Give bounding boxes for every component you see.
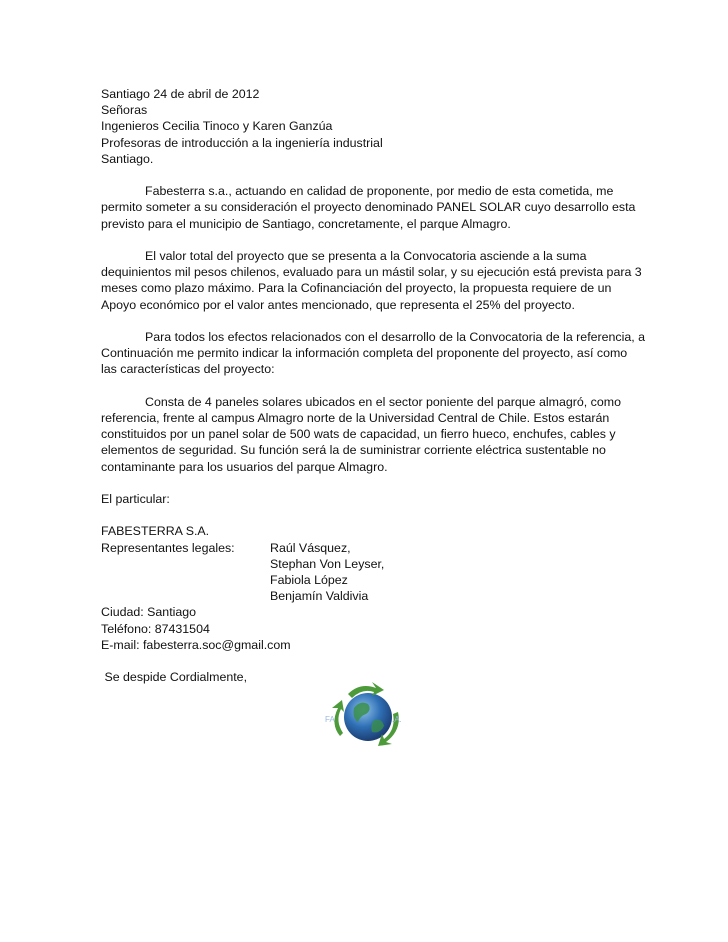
paragraph-line: constituidos por un panel solar de 500 wats de capacidad, un fierro hueco, enchufes, cables y <box>101 427 616 442</box>
logo-graphic <box>318 680 418 752</box>
logo-text-right: .A. <box>392 715 402 724</box>
earth-recycle-logo-icon <box>318 680 418 752</box>
paragraph-line: contaminante para los usuarios del parque Almagro. <box>101 459 388 474</box>
paragraph-1 <box>101 183 636 232</box>
paragraph-line: dequinientos mil pesos chilenos, evaluado para un mástil solar, y su ejecución está prevista para 3 <box>101 265 642 280</box>
letter-date: Santiago 24 de abril de 2012 <box>101 87 260 101</box>
paragraph-line: Apoyo económico por el valor antes mencionado, que representa el 25% del proyecto. <box>101 297 575 312</box>
paragraph-line: referencia, frente al campus Almagro norte de la Universidad Central de Chile. Estos estarán <box>101 411 610 425</box>
paragraph-line: El valor total del proyecto que se presenta a la Convocatoria asciende a la suma <box>145 249 587 263</box>
letter-city: Santiago. <box>101 151 154 166</box>
paragraph-line: Consta de 4 paneles solares ubicados en el sector poniente del parque almagró, como <box>145 394 621 409</box>
company-city: Ciudad: Santiago <box>101 605 197 620</box>
paragraph-line: Fabesterra s.a., actuando en calidad de proponente, por medio de esta cometida, me <box>145 184 614 199</box>
closing-line: Se despide Cordialmente, <box>101 670 248 685</box>
paragraph-line: previsto para el municipio de Santiago, concretamente, el parque Almagro. <box>101 216 511 231</box>
paragraph-line: Para todos los efectos relacionados con el desarrollo de la Convocatoria de la referencia, a <box>145 330 646 344</box>
representative-name: Stephan Von Leyser, <box>270 556 385 571</box>
representative-name: Benjamín Valdivia <box>270 589 369 604</box>
legal-representatives-label: Representantes legales: <box>101 540 235 555</box>
paragraph-line: permito someter a su consideración el proyecto denominado PANEL SOLAR cuyo desarrollo esta <box>101 200 636 215</box>
paragraph-4 <box>101 394 631 475</box>
paragraph-2 <box>101 248 642 313</box>
paragraph-line: las características del proyecto: <box>101 362 275 377</box>
logo-text-left: FA <box>325 715 335 724</box>
letter-salutation: Señoras <box>101 103 148 118</box>
letter-recipient-role: Profesoras de introducción a la ingeniería industrial <box>101 135 383 150</box>
particular-label: El particular: <box>101 492 170 506</box>
legal-representatives <box>101 540 631 605</box>
representative-name: Fabiola López <box>270 573 348 587</box>
paragraph-line: Continuación me permito indicar la información completa del proponente del proyecto, así como <box>101 346 628 361</box>
paragraph-line: meses como plazo máximo. Para la Cofinanciación del proyecto, la propuesta requiere de un <box>101 281 612 296</box>
legal-representatives-list <box>270 540 384 605</box>
paragraph-line: elementos de seguridad. Su función será la de suministrar corriente eléctrica sustentable no <box>101 443 606 458</box>
company-email: E-mail: fabesterra.soc@gmail.com <box>101 637 291 652</box>
letter-recipients: Ingenieros Cecilia Tinoco y Karen Ganzúa <box>101 119 333 134</box>
representative-name: Raúl Vásquez, <box>270 540 351 555</box>
company-phone: Teléfono: 87431504 <box>101 621 210 636</box>
letter <box>101 86 646 685</box>
company-name: FABESTERRA S.A. <box>101 524 210 539</box>
paragraph-3 <box>101 329 646 378</box>
